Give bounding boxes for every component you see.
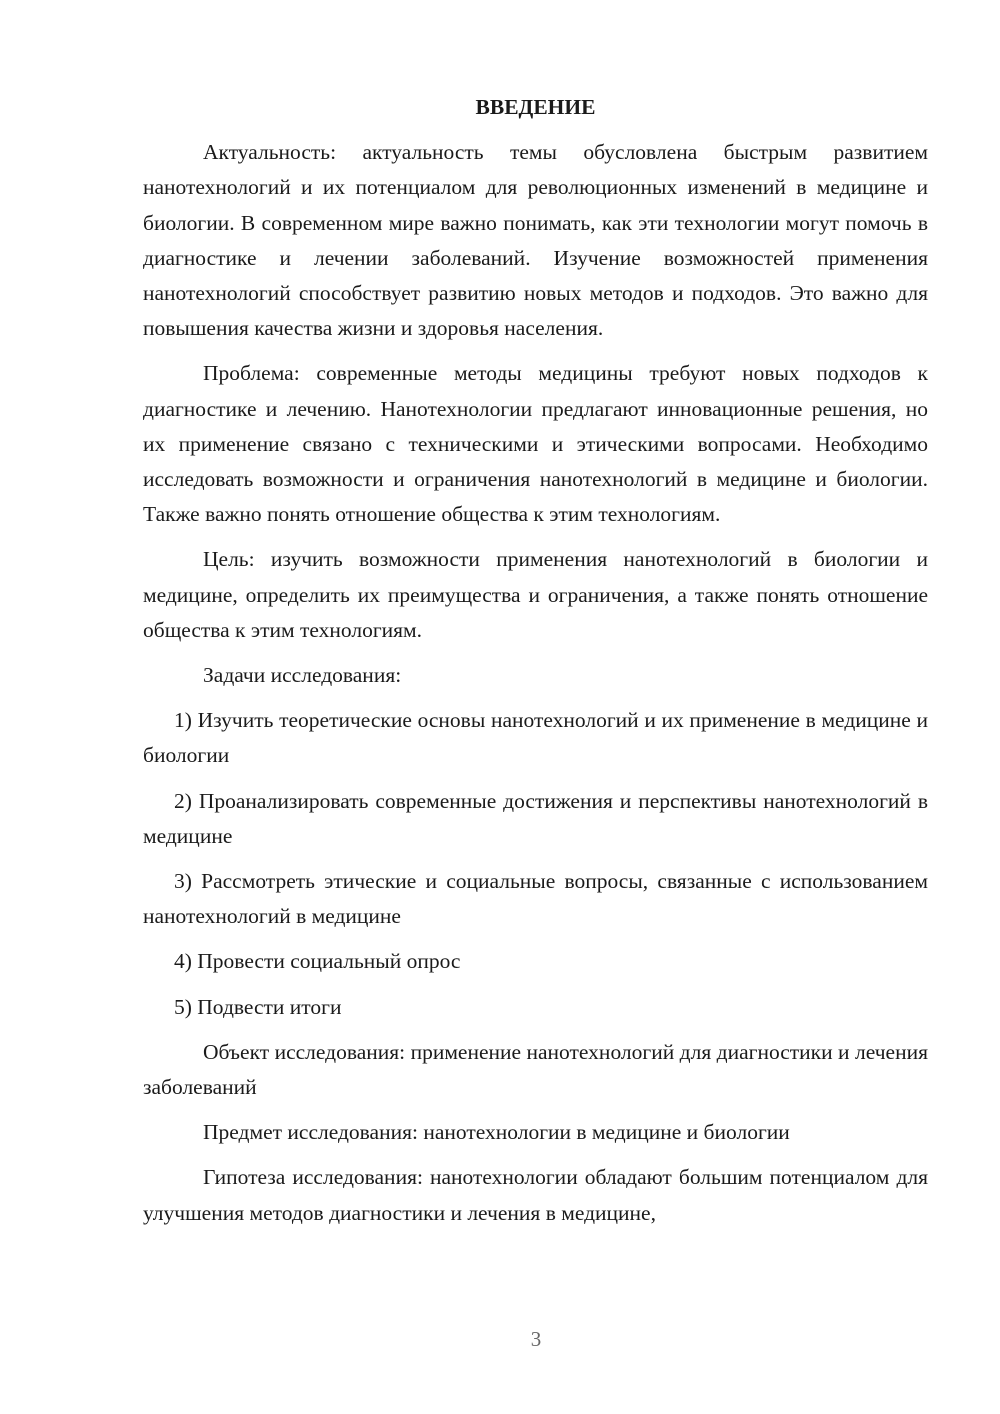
task-item-2: 2) Проанализировать современные достижения и перспективы нанотехнологий в медицине (143, 788, 928, 848)
paragraph-object: Объект исследования: применение нанотехнологий для диагностики и лечения заболеваний (143, 1039, 928, 1100)
task-item-3: 3) Рассмотреть этические и социальные вопросы, связанные с использованием нанотехнологий в медицине (143, 869, 928, 929)
task-item-1: 1) Изучить теоретические основы нанотехнологий и их применение в медицине и биологии (143, 708, 928, 768)
task-item-4: 4) Провести социальный опрос (174, 949, 461, 974)
page-title: ВВЕДЕНИЕ (475, 95, 596, 119)
document-page (143, 90, 928, 1241)
paragraph-subject: Предмет исследования: нанотехнологии в медицине и биологии (203, 1120, 790, 1145)
task-item-5: 5) Подвести итоги (174, 994, 342, 1019)
paragraph-hypothesis: Гипотеза исследования: нанотехнологии обладают большим потенциалом для улучшения методов диагностики и лечения в медицине, (143, 1165, 928, 1225)
tasks-heading: Задачи исследования: (203, 663, 402, 688)
paragraph-problem: Проблема: современные методы медицины требуют новых подходов к диагностике и лечению. Нанотехнологии предлагают инновационные решения, но их применение связано с техническими и этическими вопросами. Необходимо исследовать возможности и ограничения нанотехнологий в медицине и биологии. Также важно понять отношение общества к этим технологиям. (143, 361, 928, 527)
page-number: 3 (530, 1327, 542, 1351)
paragraph-relevance: Актуальность: актуальность темы обусловлена быстрым развитием нанотехнологий и их потенциалом для революционных изменений в медицине и биологии. В современном мире важно понимать, как эти технологии могут помочь в диагностике и лечении заболеваний. Изучение возможностей применения нанотехнологий способствует развитию новых методов и подходов. Это важно для повышения качества жизни и здоровья населения. (143, 140, 928, 341)
paragraph-goal: Цель: изучить возможности применения нанотехнологий в биологии и медицине, определить их преимущества и ограничения, а также понять отношение общества к этим технологиям. (143, 547, 928, 642)
